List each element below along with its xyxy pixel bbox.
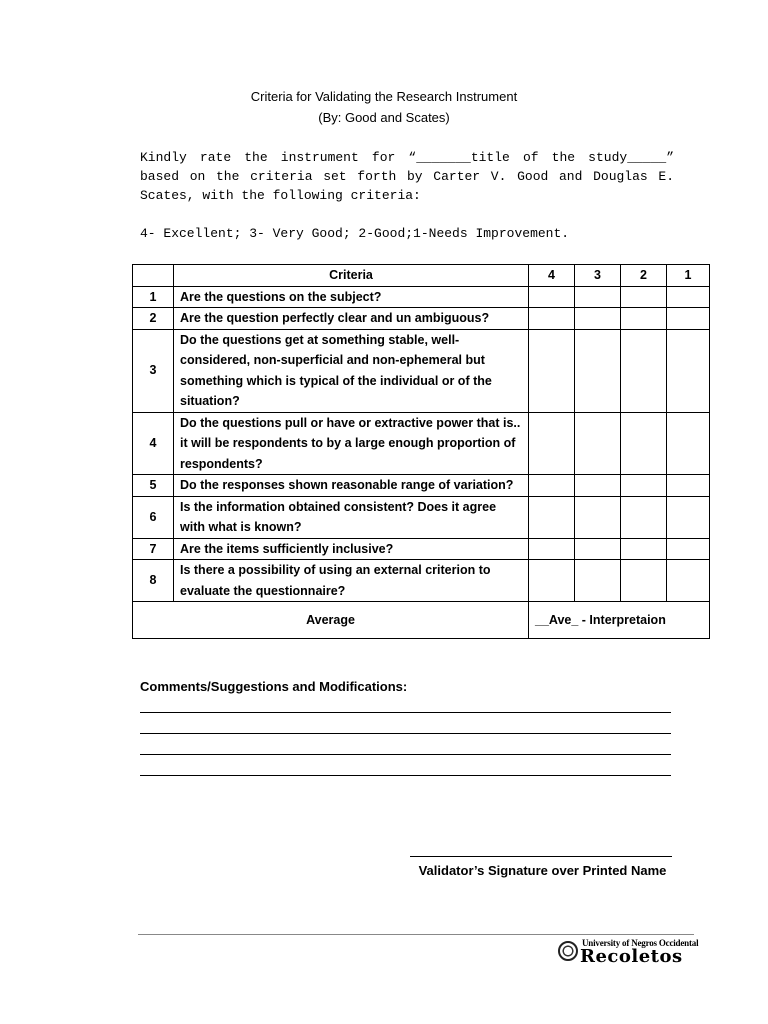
comments-label: Comments/Suggestions and Modifications: (140, 679, 408, 694)
row-number: 6 (133, 496, 174, 538)
row-criteria: Is the information obtained consistent? Does it agree with what is known? (174, 496, 529, 538)
footer-divider (138, 934, 694, 935)
rating-cell-3[interactable] (575, 286, 621, 308)
university-logo (558, 938, 698, 968)
rating-cell-3[interactable] (575, 329, 621, 412)
rating-cell-1[interactable] (667, 496, 710, 538)
header-number (133, 265, 174, 287)
rating-cell-2[interactable] (621, 475, 667, 497)
header-4: 4 (529, 265, 575, 287)
rating-cell-1[interactable] (667, 538, 710, 560)
logo-brand-name: Recoletos (580, 946, 683, 967)
table-row (133, 308, 710, 330)
header-1: 1 (667, 265, 710, 287)
header-2: 2 (621, 265, 667, 287)
average-label: Average (133, 602, 529, 639)
row-number: 2 (133, 308, 174, 330)
rating-cell-2[interactable] (621, 329, 667, 412)
row-criteria: Is there a possibility of using an external criterion to evaluate the questionnaire? (174, 560, 529, 602)
row-number: 3 (133, 329, 174, 412)
logo-university-name: University of Negros Occidental (582, 938, 699, 948)
rating-cell-4[interactable] (529, 496, 575, 538)
rating-cell-3[interactable] (575, 538, 621, 560)
table-row (133, 496, 710, 538)
table-row (133, 412, 710, 475)
row-criteria: Are the items sufficiently inclusive? (174, 538, 529, 560)
rating-cell-3[interactable] (575, 475, 621, 497)
table-row (133, 329, 710, 412)
rating-cell-4[interactable] (529, 286, 575, 308)
rating-cell-4[interactable] (529, 475, 575, 497)
rating-cell-4[interactable] (529, 560, 575, 602)
comment-line[interactable] (140, 754, 671, 755)
rating-cell-4[interactable] (529, 308, 575, 330)
header-criteria: Criteria (174, 265, 529, 287)
average-value: __Ave_ - Interpretaion (529, 602, 710, 639)
table-row (133, 560, 710, 602)
row-number: 7 (133, 538, 174, 560)
rating-cell-1[interactable] (667, 308, 710, 330)
intro-paragraph: Kindly rate the instrument for “_______title of the study_____” based on the criteria set forth by Carter V. Good and Douglas E. Scates, with the following criteria: (140, 150, 674, 203)
rating-cell-4[interactable] (529, 329, 575, 412)
table-row (133, 286, 710, 308)
rating-scale: 4- Excellent; 3- Very Good; 2-Good;1-Needs Improvement. (140, 226, 570, 241)
rating-cell-3[interactable] (575, 560, 621, 602)
rating-cell-2[interactable] (621, 412, 667, 475)
signature-line[interactable] (410, 856, 672, 857)
rating-cell-2[interactable] (621, 308, 667, 330)
header-3: 3 (575, 265, 621, 287)
row-criteria: Do the responses shown reasonable range of variation? (174, 475, 529, 497)
rating-cell-4[interactable] (529, 538, 575, 560)
rating-cell-2[interactable] (621, 496, 667, 538)
comment-line[interactable] (140, 712, 671, 713)
rating-cell-3[interactable] (575, 412, 621, 475)
rating-cell-1[interactable] (667, 560, 710, 602)
rating-cell-2[interactable] (621, 286, 667, 308)
seal-icon (558, 941, 578, 961)
row-criteria: Do the questions pull or have or extractive power that is.. it will be respondents to by a large enough proportion of respondents? (174, 412, 529, 475)
rating-cell-3[interactable] (575, 308, 621, 330)
comment-line[interactable] (140, 775, 671, 776)
rating-cell-1[interactable] (667, 329, 710, 412)
rating-cell-2[interactable] (621, 560, 667, 602)
row-number: 1 (133, 286, 174, 308)
row-criteria: Do the questions get at something stable, well-considered, non-superficial and non-ephemeral but something which is typical of the individual or of the situation? (174, 329, 529, 412)
row-number: 4 (133, 412, 174, 475)
rating-cell-1[interactable] (667, 475, 710, 497)
row-number: 8 (133, 560, 174, 602)
rating-cell-3[interactable] (575, 496, 621, 538)
comment-line[interactable] (140, 733, 671, 734)
signature-label: Validator’s Signature over Printed Name (418, 863, 667, 878)
row-criteria: Are the questions on the subject? (174, 286, 529, 308)
table-row (133, 475, 710, 497)
average-row (133, 602, 710, 639)
row-number: 5 (133, 475, 174, 497)
document-title: Criteria for Validating the Research Instrument (250, 89, 518, 104)
document-subtitle: (By: Good and Scates) (318, 110, 450, 125)
row-criteria: Are the question perfectly clear and un ambiguous? (174, 308, 529, 330)
rating-cell-1[interactable] (667, 412, 710, 475)
rating-cell-4[interactable] (529, 412, 575, 475)
table-row (133, 538, 710, 560)
rating-cell-2[interactable] (621, 538, 667, 560)
table-header-row (133, 265, 710, 287)
rating-table (132, 264, 710, 639)
rating-cell-1[interactable] (667, 286, 710, 308)
